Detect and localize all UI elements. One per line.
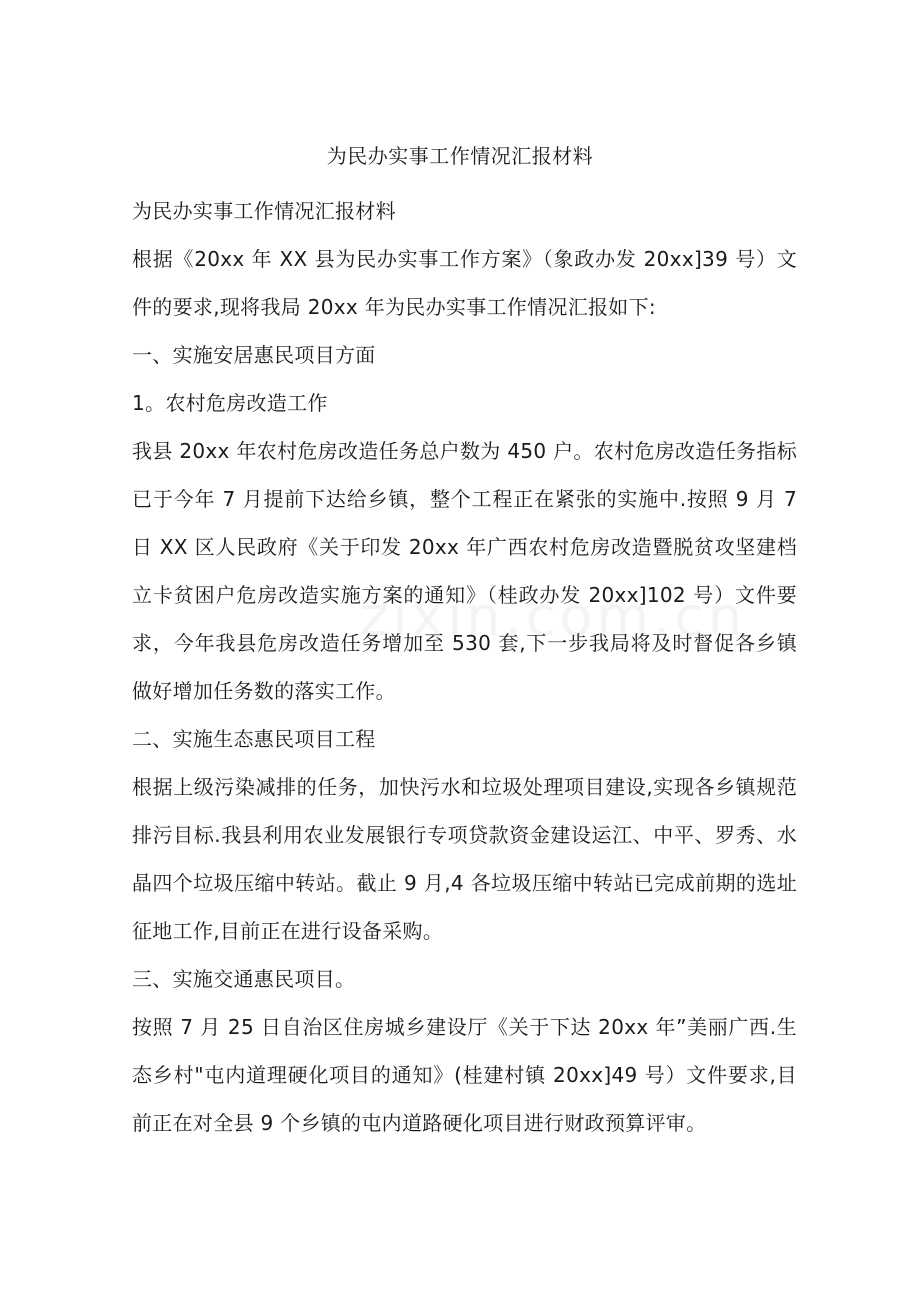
document-body [132,187,797,1147]
document-title: 为民办实事工作情况汇报材料 [326,144,594,168]
ecology-paragraph: 根据上级污染减排的任务，加快污水和垃圾处理项目建设,实现各乡镇规范排污目标.我县利用农业发展银行专项贷款资金建设运江、中平、罗秀、水晶四个垃圾压缩中转站。截止 9 月,4 各垃圾压缩中转站已完成前期的选址征地工作,目前正在进行设备采购。 [132,775,797,943]
section-heading-transport: 三、实施交通惠民项目。 [132,967,356,991]
section-heading-ecology: 二、实施生态惠民项目工程 [132,727,376,751]
subtitle-paragraph: 为民办实事工作情况汇报材料 [132,199,396,223]
transport-paragraph: 按照 7 月 25 日自治区住房城乡建设厅《关于下达 20xx 年”美丽广西.生态乡村"屯内道理硬化项目的通知》(桂建村镇 20xx]49 号）文件要求,目前正在对全县 9 个乡镇的屯内道路硬化项目进行财政预算评审。 [132,1015,797,1135]
subsection-heading-rural-housing: 1。农村危房改造工作 [132,391,328,415]
section-heading-housing: 一、实施安居惠民项目方面 [132,343,376,367]
intro-paragraph: 根据《20xx 年 XX 县为民办实事工作方案》（象政办发 20xx]39 号）文件的要求,现将我局 20xx 年为民办实事工作情况汇报如下: [132,247,797,319]
rural-housing-paragraph: 我县 20xx 年农村危房改造任务总户数为 450 户。农村危房改造任务指标已于今年 7 月提前下达给乡镇，整个工程正在紧张的实施中.按照 9 月 7 日 XX 区人民政府《关于印发 20xx 年广西农村危房改造暨脱贫攻坚建档立卡贫困户危房改造实施方案的通知》（桂政办发 20xx]102 号）文件要求，今年我县危房改造任务增加至 530 套,下一步我局将及时督促各乡镇做好增加任务数的落实工作。 [132,439,797,703]
